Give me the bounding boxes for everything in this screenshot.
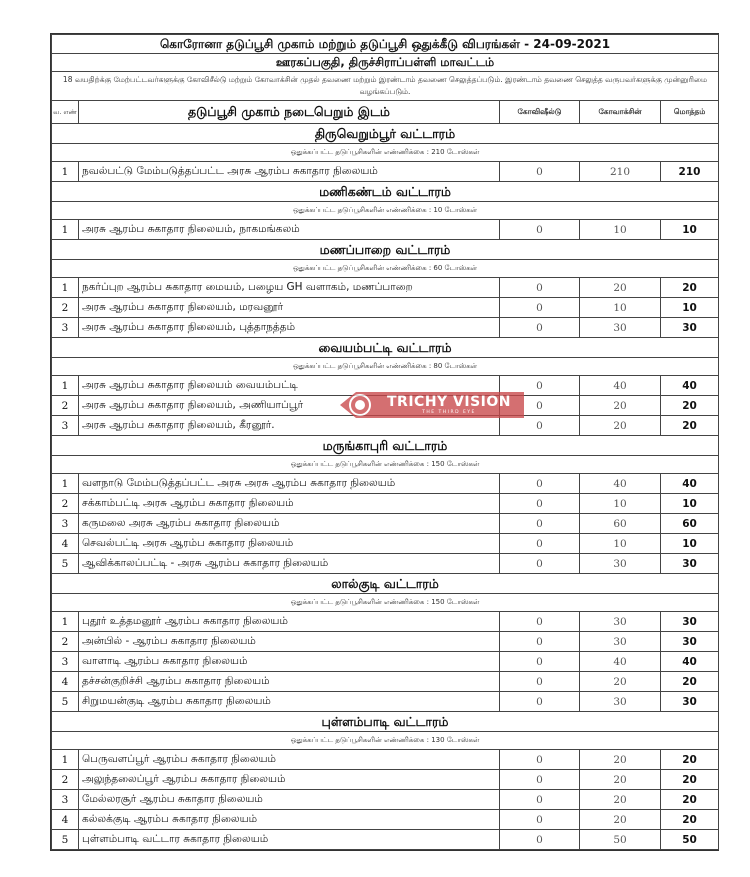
block-allocation: ஒதுக்கப்பட்ட தடுப்பூசிகளின் எண்ணிக்கை : 210 டோஸ்கள் — [52, 144, 719, 162]
row-covaxin: 30 — [580, 554, 661, 574]
table-row — [52, 830, 719, 850]
row-covaxin: 20 — [580, 790, 661, 810]
row-covaxin: 10 — [580, 220, 661, 240]
row-covaxin: 20 — [580, 672, 661, 692]
row-sno: 5 — [52, 692, 79, 712]
table-row — [52, 298, 719, 318]
block-name: புள்ளம்பாடி வட்டாரம் — [52, 712, 719, 732]
row-covishield: 0 — [500, 396, 580, 416]
row-total: 60 — [661, 514, 719, 534]
row-total: 30 — [661, 554, 719, 574]
row-total: 210 — [661, 162, 719, 182]
row-covishield: 0 — [500, 612, 580, 632]
row-sno: 4 — [52, 810, 79, 830]
row-sno: 3 — [52, 790, 79, 810]
row-total: 20 — [661, 396, 719, 416]
row-place: புதூர் உத்தமனூர் ஆரம்ப சுகாதார நிலையம் — [79, 612, 500, 632]
row-covaxin: 20 — [580, 770, 661, 790]
row-covaxin: 40 — [580, 376, 661, 396]
row-place: சிறுமயன்குடி ஆரம்ப சுகாதார நிலையம் — [79, 692, 500, 712]
row-place: சக்காம்பட்டி அரசு ஆரம்ப சுகாதார நிலையம் — [79, 494, 500, 514]
row-sno: 5 — [52, 830, 79, 850]
block-allocation: ஒதுக்கப்பட்ட தடுப்பூசிகளின் எண்ணிக்கை : 60 டோஸ்கள் — [52, 260, 719, 278]
table-row — [52, 770, 719, 790]
row-covishield: 0 — [500, 830, 580, 850]
row-covishield: 0 — [500, 318, 580, 338]
row-covishield: 0 — [500, 770, 580, 790]
row-place: புள்ளம்பாடி வட்டார சுகாதார நிலையம் — [79, 830, 500, 850]
row-covaxin: 10 — [580, 494, 661, 514]
row-covishield: 0 — [500, 750, 580, 770]
table-row — [52, 810, 719, 830]
row-sno: 2 — [52, 396, 79, 416]
row-total: 10 — [661, 298, 719, 318]
table-row — [52, 632, 719, 652]
table-row — [52, 672, 719, 692]
row-covishield: 0 — [500, 416, 580, 436]
column-header-total: மொத்தம் — [661, 101, 719, 124]
row-total: 20 — [661, 750, 719, 770]
row-sno: 2 — [52, 632, 79, 652]
row-covishield: 0 — [500, 278, 580, 298]
watermark-name: TRICHY VISION — [387, 393, 511, 410]
eye-logo-icon — [338, 389, 374, 421]
row-place: அரசு ஆரம்ப சுகாதார நிலையம், அணியாப்பூர் — [79, 396, 500, 416]
row-total: 40 — [661, 652, 719, 672]
row-total: 20 — [661, 790, 719, 810]
row-covishield: 0 — [500, 376, 580, 396]
column-header-covaxin: கோவாக்சின் — [580, 101, 661, 124]
row-place: அரசு ஆரம்ப சுகாதார நிலையம், நாகமங்கலம் — [79, 220, 500, 240]
row-covaxin: 20 — [580, 278, 661, 298]
row-covishield: 0 — [500, 632, 580, 652]
row-place: கல்லக்குடி ஆரம்ப சுகாதார நிலையம் — [79, 810, 500, 830]
row-place: அரசு ஆரம்ப சுகாதார நிலையம் வையம்பட்டி — [79, 376, 500, 396]
block-allocation: ஒதுக்கப்பட்ட தடுப்பூசிகளின் எண்ணிக்கை : 130 டோஸ்கள் — [52, 732, 719, 750]
block-allocation: ஒதுக்கப்பட்ட தடுப்பூசிகளின் எண்ணிக்கை : 150 டோஸ்கள் — [52, 594, 719, 612]
watermark-banner — [374, 392, 524, 418]
row-total: 40 — [661, 376, 719, 396]
row-place: கருமலை அரசு ஆரம்ப சுகாதார நிலையம் — [79, 514, 500, 534]
row-covishield: 0 — [500, 494, 580, 514]
row-covaxin: 60 — [580, 514, 661, 534]
block-allocation: ஒதுக்கப்பட்ட தடுப்பூசிகளின் எண்ணிக்கை : 10 டோஸ்கள் — [52, 202, 719, 220]
row-total: 40 — [661, 474, 719, 494]
row-sno: 1 — [52, 750, 79, 770]
row-place: செவல்பட்டி அரசு ஆரம்ப சுகாதார நிலையம் — [79, 534, 500, 554]
row-place: அரசு ஆரம்ப சுகாதார நிலையம், கீரனூர். — [79, 416, 500, 436]
row-total: 30 — [661, 318, 719, 338]
table-row — [52, 318, 719, 338]
row-total: 20 — [661, 278, 719, 298]
row-covishield: 0 — [500, 474, 580, 494]
column-header-place: தடுப்பூசி முகாம் நடைபெறும் இடம் — [79, 101, 500, 124]
row-sno: 2 — [52, 494, 79, 514]
row-sno: 2 — [52, 770, 79, 790]
row-covishield: 0 — [500, 672, 580, 692]
row-covishield: 0 — [500, 514, 580, 534]
row-total: 20 — [661, 810, 719, 830]
row-covishield: 0 — [500, 298, 580, 318]
row-total: 20 — [661, 416, 719, 436]
table-row — [52, 162, 719, 182]
table-row — [52, 750, 719, 770]
row-covishield: 0 — [500, 652, 580, 672]
column-header-sno: வ. எண் — [52, 101, 79, 124]
row-sno: 1 — [52, 612, 79, 632]
eligibility-note: 18 வயதிற்க்கு மேற்பட்டவர்களுக்கு கோவிசீல்டு மற்றும் கோவாக்சின் முதல் தவணை மற்றும் இரண்டாம் தவணை செலுத்தப்படும். இரண்டாம் தவணை செலுத்த வருபவர்களுக்கு முன்னுரிமை வழங்கப்படும். — [52, 72, 719, 101]
row-sno: 1 — [52, 278, 79, 298]
row-covaxin: 210 — [580, 162, 661, 182]
row-covaxin: 30 — [580, 632, 661, 652]
block-allocation: ஒதுக்கப்பட்ட தடுப்பூசிகளின் எண்ணிக்கை : 80 டோஸ்கள் — [52, 358, 719, 376]
row-covishield: 0 — [500, 810, 580, 830]
row-sno: 3 — [52, 652, 79, 672]
table-row — [52, 534, 719, 554]
row-total: 50 — [661, 830, 719, 850]
row-sno: 1 — [52, 474, 79, 494]
row-sno: 1 — [52, 220, 79, 240]
table-row — [52, 514, 719, 534]
row-place: ஆவிக்காலப்பட்டி - அரசு ஆரம்ப சுகாதார நிலையம் — [79, 554, 500, 574]
row-place: நவல்பட்டு மேம்படுத்தப்பட்ட அரசு ஆரம்ப சுகாதார நிலையம் — [79, 162, 500, 182]
row-place: அரசு ஆரம்ப சுகாதார நிலையம், மரவனூர் — [79, 298, 500, 318]
row-sno: 1 — [52, 376, 79, 396]
document-subtitle: ஊரகப்பகுதி, திருச்சிராப்பள்ளி மாவட்டம் — [52, 54, 719, 72]
block-name: மணப்பாறை வட்டாரம் — [52, 240, 719, 260]
column-header-covishield: கோவிஷீல்டு — [500, 101, 580, 124]
table-row — [52, 790, 719, 810]
row-sno: 1 — [52, 162, 79, 182]
row-covaxin: 40 — [580, 474, 661, 494]
row-covaxin: 30 — [580, 612, 661, 632]
row-place: அரசு ஆரம்ப சுகாதார நிலையம், புத்தாநத்தம் — [79, 318, 500, 338]
block-name: வையம்பட்டி வட்டாரம் — [52, 338, 719, 358]
table-row — [52, 474, 719, 494]
row-place: அலுந்தலைப்பூர் ஆரம்ப சுகாதார நிலையம் — [79, 770, 500, 790]
block-name: திருவெறும்பூர் வட்டாரம் — [52, 124, 719, 144]
row-sno: 3 — [52, 416, 79, 436]
row-total: 10 — [661, 534, 719, 554]
row-covishield: 0 — [500, 534, 580, 554]
row-covaxin: 20 — [580, 750, 661, 770]
row-covaxin: 20 — [580, 396, 661, 416]
schedule-table — [51, 34, 719, 850]
row-place: தச்சன்குறிச்சி ஆரம்ப சுகாதார நிலையம் — [79, 672, 500, 692]
vaccination-schedule-document — [50, 33, 719, 851]
document-title: கொரோனா தடுப்பூசி முகாம் மற்றும் தடுப்பூசி ஒதுக்கீடு விபரங்கள் - 24-09-2021 — [52, 35, 719, 54]
row-covishield: 0 — [500, 220, 580, 240]
row-covishield: 0 — [500, 692, 580, 712]
row-place: வளநாடு மேம்படுத்தப்பட்ட அரசு அரசு ஆரம்ப சுகாதார நிலையம் — [79, 474, 500, 494]
row-total: 30 — [661, 692, 719, 712]
row-covaxin: 20 — [580, 416, 661, 436]
row-sno: 4 — [52, 534, 79, 554]
row-total: 30 — [661, 612, 719, 632]
block-name: மருங்காபுரி வட்டாரம் — [52, 436, 719, 456]
table-row — [52, 652, 719, 672]
row-total: 20 — [661, 672, 719, 692]
block-allocation: ஒதுக்கப்பட்ட தடுப்பூசிகளின் எண்ணிக்கை : 150 டோஸ்கள் — [52, 456, 719, 474]
row-sno: 5 — [52, 554, 79, 574]
row-place: வாளாடி ஆரம்ப சுகாதார நிலையம் — [79, 652, 500, 672]
trichy-vision-watermark — [338, 389, 524, 421]
row-covishield: 0 — [500, 554, 580, 574]
column-header-row — [52, 101, 719, 124]
table-row — [52, 220, 719, 240]
block-name: லால்குடி வட்டாரம் — [52, 574, 719, 594]
row-total: 20 — [661, 770, 719, 790]
row-sno: 3 — [52, 318, 79, 338]
row-covishield: 0 — [500, 790, 580, 810]
row-sno: 3 — [52, 514, 79, 534]
row-place: பெருவளப்பூர் ஆரம்ப சுகாதார நிலையம் — [79, 750, 500, 770]
table-row — [52, 554, 719, 574]
row-covaxin: 10 — [580, 534, 661, 554]
table-row — [52, 612, 719, 632]
row-total: 30 — [661, 632, 719, 652]
table-row — [52, 692, 719, 712]
row-covaxin: 30 — [580, 692, 661, 712]
row-place: அன்பில் - ஆரம்ப சுகாதார நிலையம் — [79, 632, 500, 652]
row-sno: 2 — [52, 298, 79, 318]
row-covaxin: 20 — [580, 810, 661, 830]
row-covaxin: 40 — [580, 652, 661, 672]
watermark-tagline: THE THIRD EYE — [422, 409, 476, 415]
row-covaxin: 30 — [580, 318, 661, 338]
row-total: 10 — [661, 494, 719, 514]
table-row — [52, 278, 719, 298]
row-place: நகர்ப்புற ஆரம்ப சுகாதார மையம், பழைய GH வளாகம், மணப்பாறை — [79, 278, 500, 298]
row-covishield: 0 — [500, 162, 580, 182]
table-row — [52, 494, 719, 514]
row-place: மேல்லரசூர் ஆரம்ப சுகாதார நிலையம் — [79, 790, 500, 810]
row-sno: 4 — [52, 672, 79, 692]
block-name: மணிகண்டம் வட்டாரம் — [52, 182, 719, 202]
row-covaxin: 10 — [580, 298, 661, 318]
row-total: 10 — [661, 220, 719, 240]
row-covaxin: 50 — [580, 830, 661, 850]
